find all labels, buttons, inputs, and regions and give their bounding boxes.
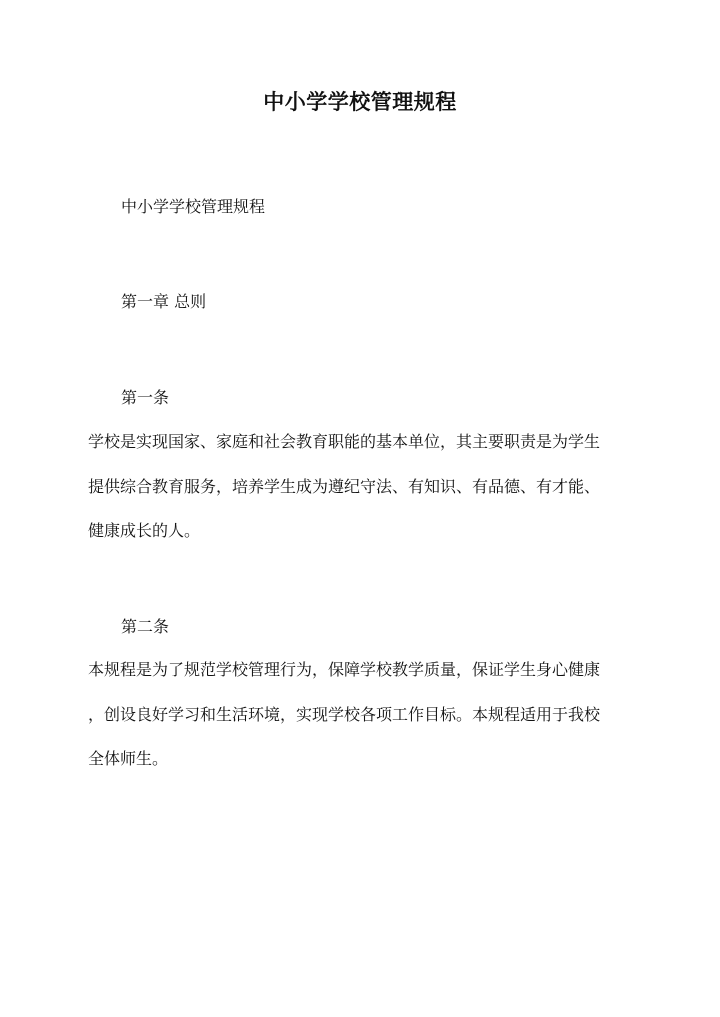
article-1-line-2: 提供综合教育服务，培养学生成为遵纪守法、有知识、有品德、有才能、 — [88, 477, 601, 496]
article-1-heading: 第一条 — [121, 388, 170, 407]
article-1-line-3: 健康成长的人。 — [88, 521, 201, 540]
document-title: 中小学学校管理规程 — [263, 89, 457, 114]
chapter-heading: 第一章 总则 — [121, 292, 207, 311]
article-2-line-3: 全体师生。 — [88, 749, 169, 768]
article-2-line-1: 本规程是为了规范学校管理行为，保障学校教学质量，保证学生身心健康 — [88, 660, 601, 679]
document-subtitle: 中小学学校管理规程 — [121, 197, 266, 216]
article-1-line-1: 学校是实现国家、家庭和社会教育职能的基本单位，其主要职责是为学生 — [88, 432, 601, 451]
article-2-line-2: ，创设良好学习和生活环境，实现学校各项工作目标。本规程适用于我校 — [88, 705, 601, 724]
article-2-heading: 第二条 — [121, 617, 170, 636]
